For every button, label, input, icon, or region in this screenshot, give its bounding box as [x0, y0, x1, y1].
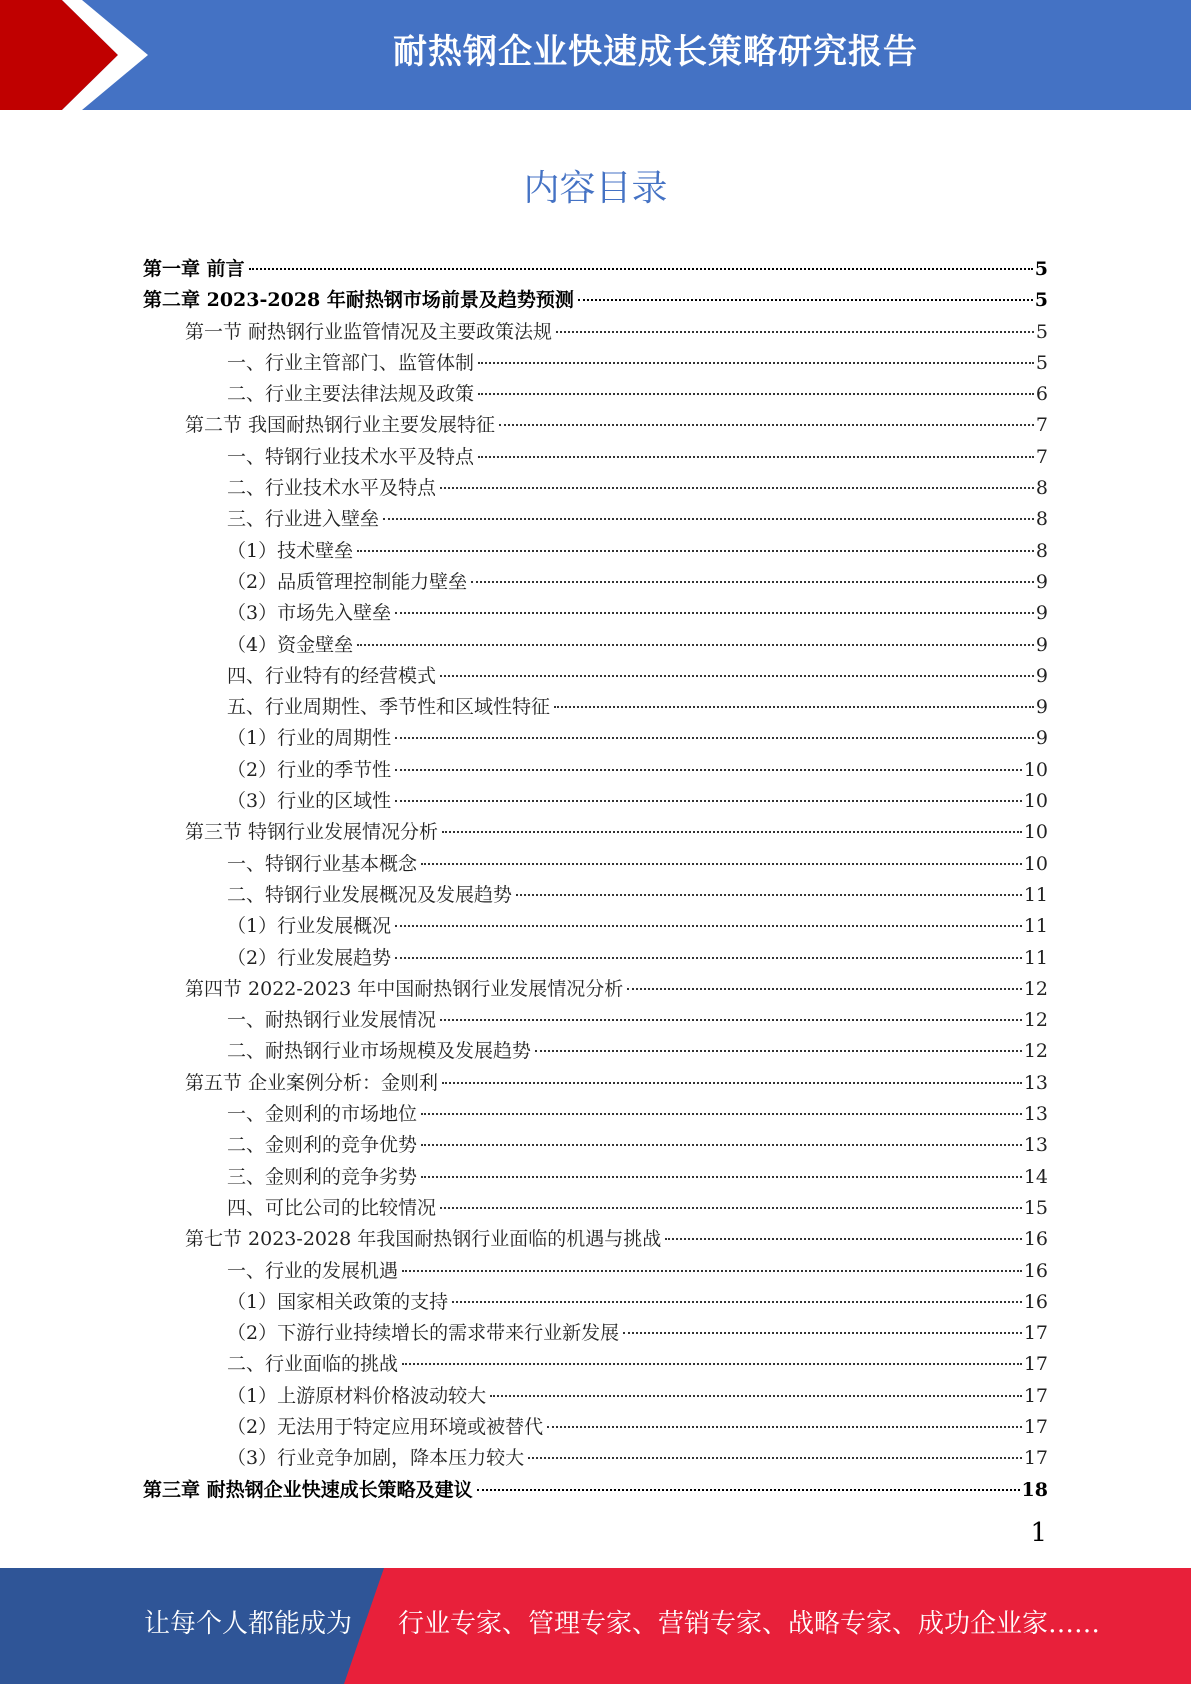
toc-entry[interactable]: [143, 911, 1048, 942]
toc-dot-leader: [395, 769, 1022, 771]
toc-entry-title: （2）下游行业持续增长的需求带来行业新发展: [227, 1322, 620, 1345]
toc-entry-title: （1）技术壁垒: [227, 539, 354, 562]
toc-entry-page: 18: [1021, 1478, 1048, 1501]
toc-dot-leader: [478, 362, 1034, 364]
toc-dot-leader: [442, 831, 1022, 833]
toc-entry-title: （4）资金壁垒: [227, 633, 354, 656]
toc-entry-page: 11: [1023, 915, 1048, 938]
toc-dot-leader: [421, 1144, 1022, 1146]
toc-dot-leader: [556, 331, 1034, 333]
toc-dot-leader: [490, 1395, 1022, 1397]
toc-entry-page: 10: [1023, 790, 1048, 813]
toc-entry-page: 10: [1023, 852, 1048, 875]
toc-entry-page: 17: [1023, 1447, 1048, 1470]
toc-dot-leader: [440, 1019, 1022, 1021]
toc-dot-leader: [471, 581, 1034, 583]
toc-entry[interactable]: [143, 880, 1048, 911]
toc-entry-page: 9: [1035, 727, 1048, 750]
toc-entry-title: 一、特钢行业技术水平及特点: [227, 445, 475, 468]
toc-entry[interactable]: [143, 1099, 1048, 1130]
toc-entry-page: 10: [1023, 758, 1048, 781]
toc-entry-page: 14: [1023, 1165, 1048, 1188]
toc-dot-leader: [402, 1270, 1022, 1272]
toc-dot-leader: [421, 1113, 1022, 1115]
toc-entry-title: （2）无法用于特定应用环境或被替代: [227, 1415, 544, 1438]
toc-entry[interactable]: [143, 1475, 1048, 1506]
toc-dot-leader: [395, 612, 1034, 614]
toc-entry-page: 9: [1035, 664, 1048, 687]
toc-entry-page: 11: [1023, 883, 1048, 906]
toc-entry-page: 5: [1035, 351, 1048, 374]
toc-dot-leader: [528, 1457, 1022, 1459]
toc-entry-page: 5: [1034, 258, 1048, 280]
toc-entry[interactable]: [143, 755, 1048, 786]
toc-entry[interactable]: [143, 1349, 1048, 1380]
toc-dot-leader: [402, 1363, 1022, 1365]
toc-entry[interactable]: [143, 692, 1048, 723]
toc-dot-leader: [478, 456, 1034, 458]
header-banner: [0, 0, 1191, 110]
toc-entry-page: 8: [1035, 539, 1048, 562]
toc-entry-title: 二、行业技术水平及特点: [227, 477, 437, 500]
toc-entry[interactable]: [143, 1068, 1048, 1099]
toc-entry-title: （3）市场先入壁垒: [227, 602, 392, 625]
toc-entry[interactable]: [143, 1318, 1048, 1349]
toc-entry[interactable]: [143, 504, 1048, 535]
toc-dot-leader: [442, 1082, 1022, 1084]
toc-entry-page: 15: [1023, 1196, 1048, 1219]
toc-entry[interactable]: [143, 1287, 1048, 1318]
toc-entry[interactable]: [143, 1256, 1048, 1287]
toc-entry-page: 13: [1023, 1103, 1048, 1126]
toc-entry-page: 17: [1023, 1384, 1048, 1407]
toc-entry-title: 四、行业特有的经营模式: [227, 664, 437, 687]
toc-dot-leader: [357, 644, 1034, 646]
toc-entry-page: 17: [1023, 1322, 1048, 1345]
toc-entry-title: 四、可比公司的比较情况: [227, 1196, 437, 1219]
toc-dot-leader: [452, 1301, 1022, 1303]
toc-entry-page: 9: [1035, 633, 1048, 656]
toc-dot-leader: [578, 299, 1033, 301]
toc-dot-leader: [547, 1426, 1022, 1428]
toc-dot-leader: [421, 863, 1022, 865]
toc-entry-title: （1）行业发展概况: [227, 915, 392, 938]
toc-entry-title: 三、行业进入壁垒: [227, 508, 380, 531]
toc-entry[interactable]: [143, 974, 1048, 1005]
toc-entry[interactable]: [143, 1193, 1048, 1224]
page-number: 1: [1030, 1518, 1047, 1548]
toc-entry-page: 11: [1023, 946, 1048, 969]
toc-entry-page: 5: [1034, 289, 1048, 312]
toc-entry-page: 16: [1023, 1290, 1048, 1313]
toc-entry[interactable]: [143, 254, 1048, 285]
toc-entry[interactable]: [143, 1224, 1048, 1255]
toc-heading: 内容目录: [523, 168, 668, 209]
toc-entry-page: 16: [1023, 1228, 1048, 1251]
toc-dot-leader: [478, 393, 1034, 395]
table-of-contents: [143, 254, 1048, 1506]
toc-entry-title: 第三章 耐热钢企业快速成长策略及建议: [143, 1478, 473, 1501]
toc-entry-page: 16: [1023, 1259, 1048, 1282]
toc-entry-title: 第七节 2023-2028 年我国耐热钢行业面临的机遇与挑战: [185, 1228, 662, 1251]
toc-entry-page: 9: [1035, 570, 1048, 593]
toc-dot-leader: [421, 1176, 1022, 1178]
toc-entry-title: （1）国家相关政策的支持: [227, 1290, 449, 1313]
toc-entry[interactable]: [143, 567, 1048, 598]
toc-dot-leader: [440, 487, 1034, 489]
toc-dot-leader: [249, 268, 1033, 270]
toc-entry-title: 一、行业的发展机遇: [227, 1259, 399, 1282]
toc-entry[interactable]: [143, 442, 1048, 473]
toc-entry-title: 二、特钢行业发展概况及发展趋势: [227, 883, 513, 906]
toc-entry-page: 8: [1035, 477, 1048, 500]
toc-dot-leader: [357, 550, 1034, 552]
toc-entry[interactable]: [143, 723, 1048, 754]
toc-entry[interactable]: [143, 317, 1048, 348]
toc-entry-title: （1）上游原材料价格波动较大: [227, 1384, 487, 1407]
toc-entry-title: 一、特钢行业基本概念: [227, 852, 418, 875]
toc-entry[interactable]: [143, 1412, 1048, 1443]
toc-dot-leader: [623, 1332, 1022, 1334]
toc-entry[interactable]: [143, 1381, 1048, 1412]
toc-entry[interactable]: [143, 410, 1048, 441]
toc-entry-title: 第二节 我国耐热钢行业主要发展特征: [185, 414, 496, 437]
toc-entry-page: 17: [1023, 1353, 1048, 1376]
toc-entry-page: 17: [1023, 1415, 1048, 1438]
toc-dot-leader: [440, 1207, 1022, 1209]
toc-entry[interactable]: [143, 817, 1048, 848]
toc-dot-leader: [395, 737, 1034, 739]
toc-entry[interactable]: [143, 1162, 1048, 1193]
toc-entry-page: 6: [1035, 383, 1048, 406]
toc-entry[interactable]: [143, 849, 1048, 880]
toc-dot-leader: [627, 988, 1022, 990]
toc-entry[interactable]: [143, 536, 1048, 567]
footer-banner: [0, 1568, 1191, 1684]
toc-entry-title: （2）行业发展趋势: [227, 946, 392, 969]
toc-entry-title: （1）行业的周期性: [227, 727, 392, 750]
toc-entry[interactable]: [143, 1443, 1048, 1474]
toc-entry-title: （3）行业竞争加剧，降本压力较大: [227, 1447, 525, 1470]
toc-dot-leader: [499, 424, 1034, 426]
toc-dot-leader: [516, 894, 1022, 896]
toc-entry-page: 5: [1035, 320, 1048, 343]
toc-entry[interactable]: [143, 473, 1048, 504]
toc-entry-title: （2）行业的季节性: [227, 758, 392, 781]
toc-dot-leader: [383, 518, 1034, 520]
report-title: 耐热钢企业快速成长策略研究报告: [393, 32, 918, 72]
toc-entry[interactable]: [143, 285, 1048, 316]
toc-entry-title: 二、行业面临的挑战: [227, 1353, 399, 1376]
toc-entry-page: 7: [1035, 445, 1048, 468]
toc-entry[interactable]: [143, 1130, 1048, 1161]
toc-dot-leader: [477, 1489, 1020, 1491]
toc-entry-title: 二、耐热钢行业市场规模及发展趋势: [227, 1040, 532, 1063]
toc-entry-title: 第一节 耐热钢行业监管情况及主要政策法规: [185, 320, 553, 343]
toc-dot-leader: [535, 1050, 1022, 1052]
toc-entry-page: 12: [1023, 1009, 1048, 1032]
toc-entry[interactable]: [143, 379, 1048, 410]
toc-entry-page: 9: [1035, 696, 1048, 719]
toc-entry-page: 10: [1023, 821, 1048, 844]
toc-entry-title: （3）行业的区域性: [227, 790, 392, 813]
toc-entry[interactable]: [143, 348, 1048, 379]
toc-entry[interactable]: [143, 943, 1048, 974]
toc-entry-title: 第二章 2023-2028 年耐热钢市场前景及趋势预测: [143, 289, 574, 312]
toc-entry[interactable]: [143, 786, 1048, 817]
toc-entry-title: 二、金则利的竞争优势: [227, 1134, 418, 1157]
toc-entry[interactable]: [143, 630, 1048, 661]
toc-entry-page: 12: [1023, 977, 1048, 1000]
toc-entry[interactable]: [143, 598, 1048, 629]
toc-entry-title: 第一章 前言: [143, 258, 245, 280]
toc-dot-leader: [395, 925, 1022, 927]
toc-entry-title: 一、耐热钢行业发展情况: [227, 1009, 437, 1032]
toc-entry-title: 二、行业主要法律法规及政策: [227, 383, 475, 406]
toc-entry-title: 一、金则利的市场地位: [227, 1103, 418, 1126]
toc-entry-page: 7: [1035, 414, 1048, 437]
toc-dot-leader: [665, 1238, 1022, 1240]
toc-entry[interactable]: [143, 1005, 1048, 1036]
footer-slogan-right: 行业专家、管理专家、营销专家、战略专家、成功企业家……: [398, 1609, 1101, 1639]
toc-entry-page: 9: [1035, 602, 1048, 625]
red-chevron-decoration: [0, 0, 160, 110]
toc-entry-page: 13: [1023, 1071, 1048, 1094]
toc-dot-leader: [554, 706, 1034, 708]
toc-entry-page: 8: [1035, 508, 1048, 531]
toc-dot-leader: [440, 675, 1034, 677]
toc-dot-leader: [395, 957, 1022, 959]
toc-entry-page: 12: [1023, 1040, 1048, 1063]
toc-entry[interactable]: [143, 661, 1048, 692]
toc-entry-title: 五、行业周期性、季节性和区域性特征: [227, 696, 551, 719]
toc-entry[interactable]: [143, 1036, 1048, 1067]
toc-entry-title: 三、金则利的竞争劣势: [227, 1165, 418, 1188]
toc-entry-title: 第五节 企业案例分析：金则利: [185, 1071, 439, 1094]
footer-slogan-left: 让每个人都能成为: [144, 1609, 353, 1639]
toc-entry-title: 一、行业主管部门、监管体制: [227, 351, 475, 374]
toc-dot-leader: [395, 800, 1022, 802]
toc-entry-title: 第四节 2022-2023 年中国耐热钢行业发展情况分析: [185, 977, 624, 1000]
toc-entry-page: 13: [1023, 1134, 1048, 1157]
toc-entry-title: 第三节 特钢行业发展情况分析: [185, 821, 439, 844]
toc-entry-title: （2）品质管理控制能力壁垒: [227, 570, 468, 593]
